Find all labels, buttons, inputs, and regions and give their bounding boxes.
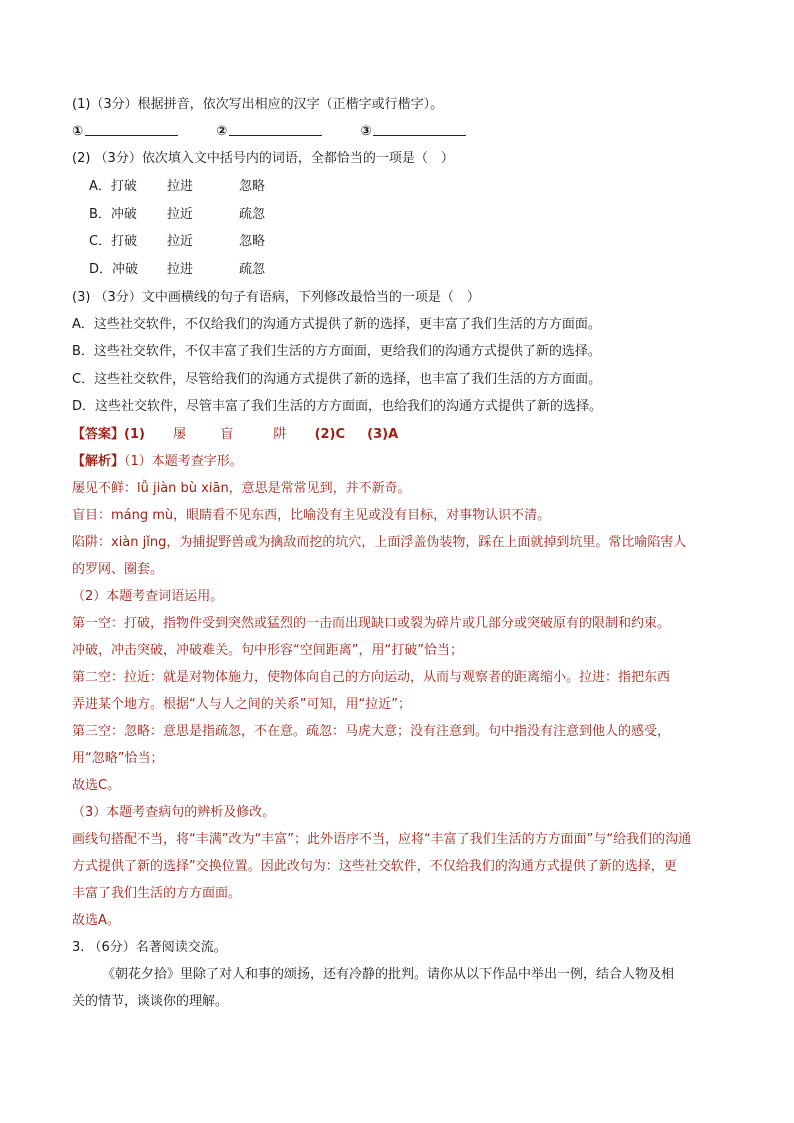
option-row	[72, 178, 265, 196]
option-word-a: 拉进	[167, 179, 194, 194]
analysis-line: 弄进某个地方。根据“人与人之间的关系”可知，用“拉近”；	[72, 697, 411, 712]
analysis-line: 用“忽略”恰当；	[72, 751, 164, 766]
answer-char-1: 屡	[173, 427, 187, 442]
answer-char-3: 阱	[273, 427, 287, 442]
blank-3-line	[373, 123, 466, 136]
option-word-b: 疏忽	[239, 207, 266, 222]
option-b: B．这些社交软件，不仅丰富了我们生活的方方面面，更给我们的沟通方式提供了新的选择。	[72, 344, 601, 359]
analysis-line: 盲目：máng mù，眼睛看不见东西，比喻没有主见或没有目标，对事物认识不清。	[72, 508, 551, 523]
question-1: (1)（3分）根据拼音，依次写出相应的汉字（正楷字或行楷字）。	[72, 97, 444, 112]
analysis-line: 画线句搭配不当，将“丰满”改为“丰富”；此外语序不当，应将“丰富了我们生活的方方面面”与“给我们的沟通	[72, 832, 692, 847]
option-c: C．这些社交软件，尽管给我们的沟通方式提供了新的选择，也丰富了我们生活的方方面面。	[72, 372, 602, 387]
blank-1-line	[85, 123, 178, 136]
question-4-title: 3. （6分）名著阅读交流。	[72, 940, 227, 955]
analysis-label: 【解析】	[72, 454, 125, 469]
analysis-line: （3）本题考查病句的辨析及修改。	[72, 805, 276, 820]
option-row	[72, 206, 265, 224]
option-row	[72, 261, 265, 279]
option-label: D．冲破	[89, 262, 139, 277]
question-4-text: 《朝花夕拾》里除了对人和事的颂扬，还有冷静的批判。请你从以下作品中举出一例，结合人物及相	[102, 967, 675, 982]
analysis-line: 第一空：打破，指物件受到突然或猛烈的一击而出现缺口或裂为碎片或几部分或突破原有的限制和约束。	[72, 616, 671, 631]
analysis-text: （1）本题考查字形。	[124, 454, 243, 469]
answer-part-3: (3)A	[367, 427, 399, 442]
blank-2-line	[229, 123, 322, 136]
option-d: D．这些社交软件，尽管丰富了我们生活的方方面面，也给我们的沟通方式提供了新的选择。	[72, 399, 603, 414]
question-2: (2) （3分）依次填入文中括号内的词语，全都恰当的一项是（ ）	[72, 151, 454, 166]
answer-char-2: 盲	[220, 427, 234, 442]
question-4-text-cont: 关的情节，谈谈你的理解。	[72, 994, 229, 1009]
analysis-line: 第二空：拉近：就是对物体施力，使物体向自己的方向运动，从而与观察者的距离缩小。拉进：指把东西	[72, 670, 671, 685]
answer-blanks	[72, 123, 466, 141]
analysis-line: 第三空：忽略：意思是指疏忽，不在意。疏忽：马虎大意；没有注意到。句中指没有注意到他人的感受，	[72, 724, 671, 739]
option-word-a: 拉近	[167, 207, 194, 222]
option-word-b: 忽略	[239, 179, 266, 194]
answer-label: 【答案】	[72, 427, 125, 442]
option-word-b: 忽略	[239, 234, 266, 249]
answer-line	[72, 426, 398, 444]
option-label: A．打破	[89, 179, 137, 194]
analysis-line: 的罗网、圈套。	[72, 562, 164, 577]
option-label: C．打破	[89, 234, 138, 249]
blank-3-label: ③	[360, 124, 372, 139]
option-word-a: 拉进	[167, 262, 194, 277]
analysis-line: 陷阱：xiàn jǐng，为捕捉野兽或为擒敌而挖的坑穴，上面浮盖伪装物，踩在上面就掉到坑里。常比喻陷害人	[72, 535, 687, 550]
blank-2-label: ②	[216, 124, 228, 139]
answer-part-2: (2)C	[314, 427, 346, 442]
analysis-line: （2）本题考查词语运用。	[72, 589, 224, 604]
option-label: B．冲破	[89, 207, 137, 222]
analysis-line: 故选C。	[72, 778, 121, 793]
analysis-line: 方式提供了新的选择”交换位置。因此改句为：这些社交软件，不仅给我们的沟通方式提供了新的选择，更	[72, 859, 677, 874]
analysis-line: 冲破，冲击突破，冲破难关。句中形容“空间距离”，用“打破”恰当；	[72, 643, 463, 658]
question-3: (3) （3分）文中画横线的句子有语病，下列修改最恰当的一项是（ ）	[72, 290, 480, 305]
option-word-b: 疏忽	[239, 262, 266, 277]
option-a: A．这些社交软件，不仅给我们的沟通方式提供了新的选择，更丰富了我们生活的方方面面。	[72, 317, 601, 332]
option-word-a: 拉近	[167, 234, 194, 249]
analysis-line: 故选A。	[72, 913, 120, 928]
option-row	[72, 233, 265, 251]
blank-1-label: ①	[72, 124, 84, 139]
analysis-line: 屡见不鲜：lǚ jiàn bù xiān，意思是常常见到，并不新奇。	[72, 481, 411, 496]
answer-part-1: (1)	[124, 427, 145, 442]
analysis-line	[72, 453, 243, 471]
analysis-line: 丰富了我们生活的方方面面。	[72, 886, 242, 901]
